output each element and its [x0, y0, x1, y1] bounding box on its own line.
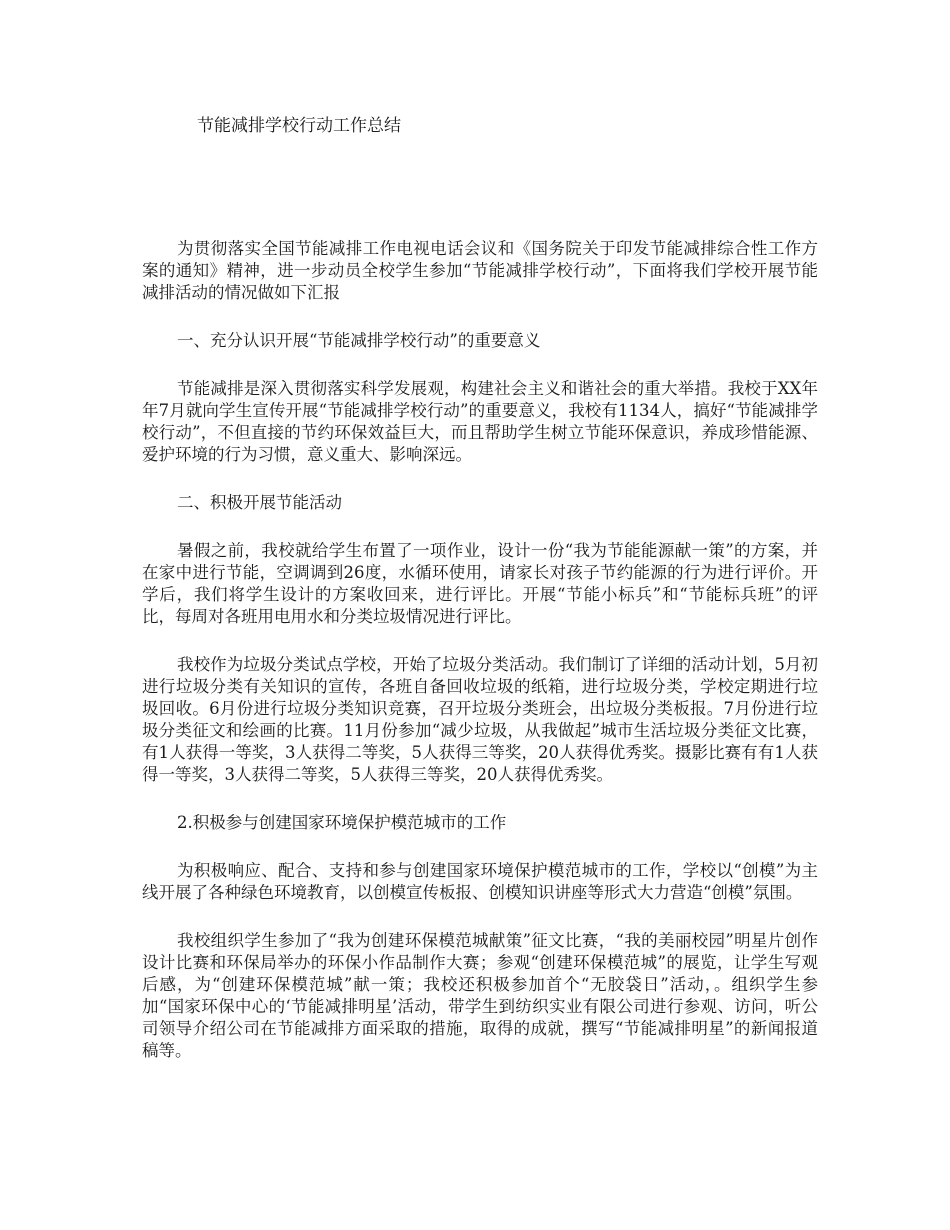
section-2-heading: 二、积极开展节能活动 [177, 493, 342, 512]
section-2-paragraph-2: 我校作为垃圾分类试点学校，开始了垃圾分类活动。我们制订了详细的活动计划，5月初进行垃圾分类有关知识的宣传，各班自备回收垃圾的纸箱，进行垃圾分类，学校定期进行垃圾回收。6月份进行垃圾分类知识竞赛，召开垃圾分类班会，出垃圾分类板报。7月份进行垃圾分类征文和绘画的比赛。11月份参加“减少垃圾，从我做起”城市生活垃圾分类征文比赛，有1人获得一等奖，3人获得二等奖，5人获得三等奖，20人获得优秀奖。摄影比赛有有1人获得一等奖，3人获得二等奖，5人获得三等奖，20人获得优秀奖。 [142, 655, 818, 784]
section-3-paragraph-2: 我校组织学生参加了“我为创建环保模范城献策”征文比赛，“我的美丽校园”明星片创作设计比赛和环保局举办的环保小作品制作大赛；参观“创建环保模范城”的展览，让学生写观后感，为“创建环保模范城”献一策；我校还积极参加首个“无胶袋日”活动，。组织学生参加“国家环保中心的‘节能减排明星’活动，带学生到纺织实业有限公司进行参观、访问，听公司领导介绍公司在节能减排方面采取的措施，取得的成就，撰写“节能减排明星”的新闻报道稿等。 [142, 931, 818, 1060]
section-1-heading: 一、充分认识开展“节能减排学校行动”的重要意义 [177, 331, 541, 350]
document-body [142, 238, 818, 1088]
section-2-paragraph-1: 暑假之前，我校就给学生布置了一项作业，设计一份“我为节能能源献一策”的方案，并在家中进行节能，空调调到26度，水循环使用，请家长对孩子节约能源的行为进行评价。开学后，我们将学生设计的方案收回来，进行评比。开展“节能小标兵”和“节能标兵班”的评比，每周对各班用电用水和分类垃圾情况进行评比。 [142, 541, 818, 626]
section-3-paragraph-1: 为积极响应、配合、支持和参与创建国家环境保护模范城市的工作，学校以“创模”为主线开展了各种绿色环境教育，以创模宣传板报、创模知识讲座等形式大力营造“创模”氛围。 [142, 861, 818, 902]
section-1-paragraph: 节能减排是深入贯彻落实科学发展观，构建社会主义和谐社会的重大举措。我校于XX年年7月就向学生宣传开展“节能减排学校行动”的重要意义，我校有1134人，搞好“节能减排学校行动”，不但直接的节约环保效益巨大，而且帮助学生树立节能环保意识，养成珍惜能源、爱护环境的行为习惯，意义重大、影响深远。 [142, 379, 818, 464]
document-title: 节能减排学校行动工作总结 [197, 116, 401, 136]
section-3-heading: 2.积极参与创建国家环境保护模范城市的工作 [177, 813, 507, 832]
intro-paragraph: 为贯彻落实全国节能减排工作电视电话会议和《国务院关于印发节能减排综合性工作方案的通知》精神，进一步动员全校学生参加“节能减排学校行动”，下面将我们学校开展节能减排活动的情况做如下汇报 [142, 239, 818, 302]
